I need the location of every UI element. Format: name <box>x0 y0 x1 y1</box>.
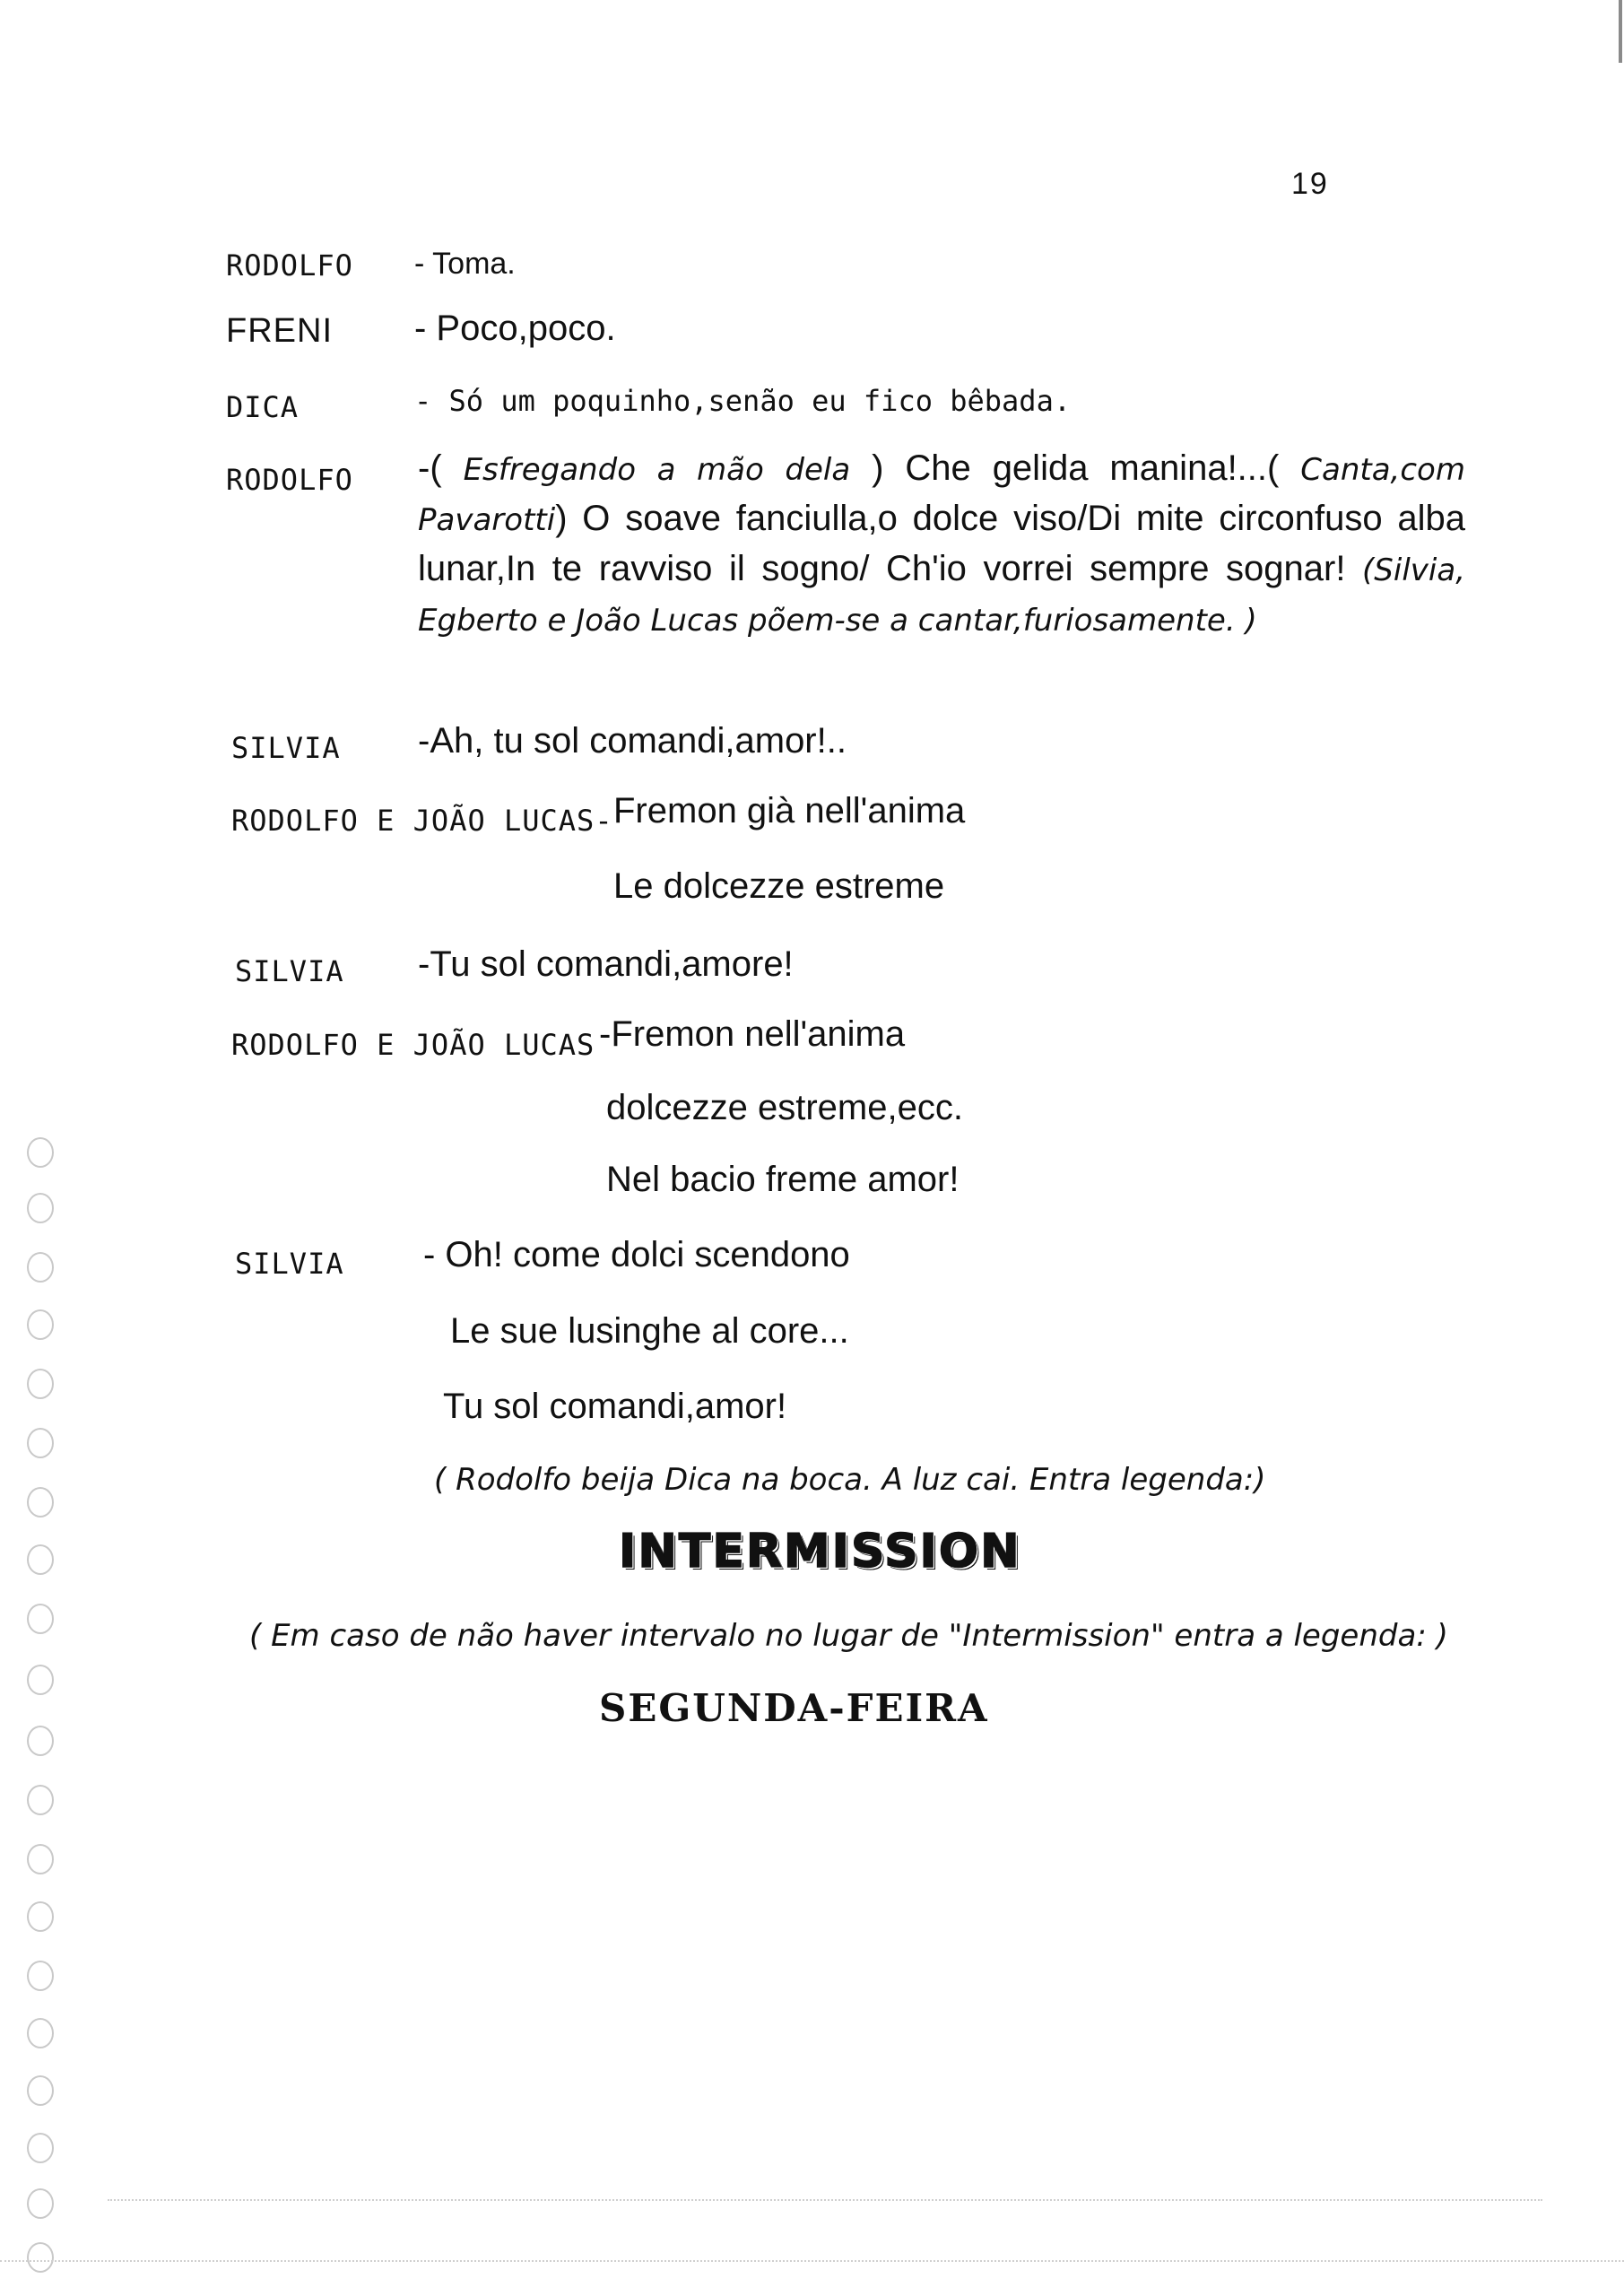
dialogue-line: -Ah, tu sol comandi,amor!.. <box>418 721 847 761</box>
dialogue-text: ) Che gelida manina!...( <box>850 448 1301 488</box>
dialogue-line: - Oh! come dolci scendono <box>423 1235 850 1274</box>
stage-direction: Canta,com Pavarotti <box>418 452 1465 538</box>
scan-edge-mark <box>1619 0 1622 63</box>
dialogue-line: -Tu sol comandi,amore! <box>418 944 794 984</box>
dialogue-text: ) O soave fanciulla,o dolce viso/Di mite circonfuso alba lunar,In te ravviso il sogno/ Ch'io vorrei sempre sognar! <box>418 499 1465 588</box>
dialogue-line: Fremon già nell'anima <box>613 791 966 831</box>
dialogue-paragraph <box>418 444 1465 645</box>
dialogue-line: -Fremon nell'anima <box>599 1014 906 1054</box>
speaker-name: SILVIA <box>235 954 344 988</box>
intermission-heading: INTERMISSION <box>619 1525 1021 1578</box>
segunda-feira-heading: SEGUNDA-FEIRA <box>599 1686 989 1730</box>
scan-artifact <box>108 2199 1542 2201</box>
dialogue-line: - Poco,poco. <box>414 309 616 348</box>
speaker-name: RODOLFO E JOÃO LUCAS <box>231 1028 595 1062</box>
speaker-name: RODOLFO <box>226 248 353 283</box>
dialogue-text: -( <box>418 448 464 488</box>
dialogue-line: Nel bacio freme amor! <box>606 1160 960 1199</box>
speaker-name: SILVIA <box>231 731 341 765</box>
speaker-name: RODOLFO E JOÃO LUCAS- <box>231 804 613 838</box>
stage-direction: ( Rodolfo beija Dica na boca. A luz cai. Entra legenda:) <box>434 1462 1266 1498</box>
dialogue-line: - Toma. <box>414 247 516 281</box>
page-number: 19 <box>1291 167 1329 201</box>
dialogue-line: Le sue lusinghe al core... <box>450 1311 849 1351</box>
speaker-name: RODOLFO <box>226 463 353 497</box>
scan-artifact <box>0 2260 1624 2262</box>
speaker-name: FRENI <box>226 312 333 350</box>
dialogue-line: Tu sol comandi,amor! <box>443 1387 787 1426</box>
dialogue-line: - Só um poquinho,senão eu fico bêbada. <box>414 384 1072 418</box>
stage-direction: Esfregando a mão dela <box>463 452 851 488</box>
speaker-name: SILVIA <box>235 1247 344 1281</box>
stage-direction: (Silvia, Egberto e João Lucas põem-se a cantar,furiosamente. ) <box>418 552 1465 639</box>
speaker-name: DICA <box>226 390 300 424</box>
dialogue-line: dolcezze estreme,ecc. <box>606 1088 963 1127</box>
legend-note: ( Em caso de não haver intervalo no lugar de "Intermission" entra a legenda: ) <box>249 1618 1448 1654</box>
dialogue-line: Le dolcezze estreme <box>613 866 945 906</box>
